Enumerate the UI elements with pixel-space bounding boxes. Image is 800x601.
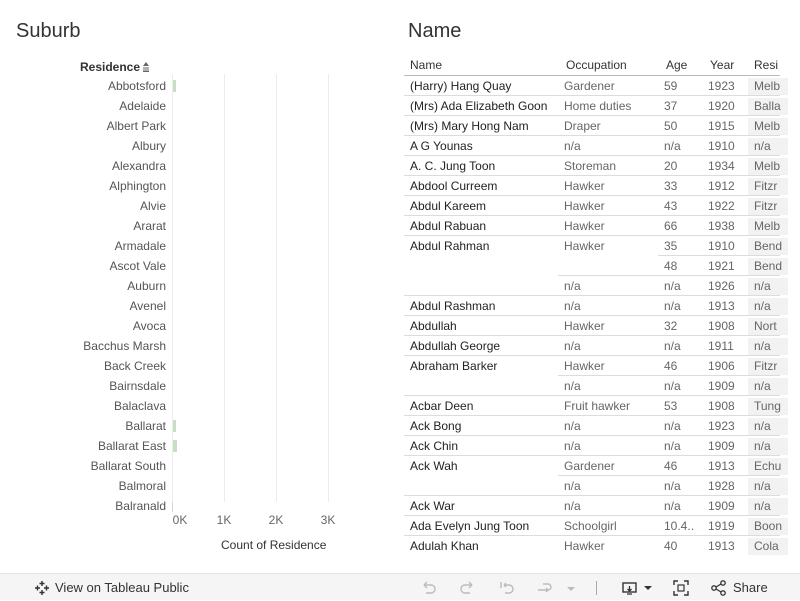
cell-occupation: n/a — [564, 279, 581, 293]
cell-name: Ack Wah — [410, 459, 458, 473]
cell-year: 1910 — [708, 239, 735, 253]
fullscreen-icon[interactable] — [672, 579, 690, 597]
name-table[interactable] — [404, 56, 783, 556]
cell-age: 43 — [664, 199, 678, 213]
cell-occupation: n/a — [564, 499, 581, 513]
cell-residence: Bend — [748, 238, 788, 255]
suburb-label[interactable]: Avenel — [129, 299, 166, 313]
cell-age: 50 — [664, 119, 678, 133]
suburb-label[interactable]: Alvie — [139, 199, 166, 213]
cell-year: 1909 — [708, 379, 735, 393]
cell-age: n/a — [664, 499, 681, 513]
x-tick-label: 3K — [320, 513, 336, 527]
cell-occupation: Hawker — [564, 219, 605, 233]
cell-year: 1919 — [708, 519, 735, 533]
cell-year: 1920 — [708, 99, 735, 113]
cell-year: 1910 — [708, 139, 735, 153]
cell-year: 1909 — [708, 439, 735, 453]
redo-icon[interactable] — [458, 579, 476, 597]
cell-name: Abdul Rashman — [410, 299, 496, 313]
cell-residence: Melb — [748, 78, 788, 95]
cell-year: 1938 — [708, 219, 735, 233]
share-icon[interactable] — [710, 579, 728, 597]
cell-name — [408, 276, 560, 296]
x-tick-label: 2K — [268, 513, 284, 527]
cell-occupation: Storeman — [564, 159, 617, 173]
cell-residence: n/a — [748, 438, 788, 455]
cell-occupation: n/a — [564, 479, 581, 493]
cell-year: 1915 — [708, 119, 735, 133]
cell-age: n/a — [664, 279, 681, 293]
cell-age: 66 — [664, 219, 678, 233]
suburb-label[interactable]: Balaclava — [113, 399, 166, 413]
cell-residence: Melb — [748, 218, 788, 235]
cell-occupation: Hawker — [564, 179, 605, 193]
cell-age: 46 — [664, 459, 678, 473]
residence-header-label: Residence — [80, 60, 141, 74]
download-icon[interactable] — [621, 579, 639, 597]
cell-name: Acbar Deen — [410, 399, 474, 413]
cell-age: n/a — [664, 479, 681, 493]
x-tick-label: 0K — [172, 513, 188, 527]
suburb-label[interactable]: Alphington — [109, 179, 166, 193]
download-chevron-icon[interactable] — [639, 579, 657, 597]
gridline — [172, 74, 173, 502]
suburb-label[interactable]: Ballarat South — [90, 459, 166, 473]
cell-residence: Balla — [748, 98, 788, 115]
cell-age: 35 — [664, 239, 678, 253]
cell-name: Ack War — [410, 499, 455, 513]
col-header-year[interactable]: Year — [710, 58, 735, 72]
cell-age: 20 — [664, 159, 678, 173]
cell-name: (Mrs) Ada Elizabeth Goon — [410, 99, 548, 113]
cell-name — [408, 476, 560, 496]
cell-occupation: Home duties — [564, 99, 632, 113]
cell-occupation: Gardener — [564, 459, 615, 473]
cell-residence: Boon — [748, 518, 788, 535]
cell-residence: n/a — [748, 498, 788, 515]
cell-residence: Fitzr — [748, 178, 788, 195]
suburb-label[interactable]: Abbotsford — [107, 79, 166, 93]
cell-year: 1911 — [708, 339, 734, 353]
cell-name: Abdul Rahman — [410, 239, 490, 253]
toolbar-separator — [596, 581, 597, 595]
cell-age: 59 — [664, 79, 678, 93]
cell-name — [408, 376, 560, 396]
cell-name: Abdool Curreem — [410, 179, 498, 193]
undo-icon[interactable] — [420, 579, 438, 597]
cell-occupation: n/a — [564, 299, 581, 313]
cell-name: Abdullah — [410, 319, 457, 333]
suburb-title: Suburb — [16, 20, 81, 42]
x-axis-title: Count of Residence — [221, 538, 327, 552]
cell-name: (Harry) Hang Quay — [410, 79, 512, 93]
cell-occupation: Fruit hawker — [564, 399, 631, 413]
sort-icon[interactable] — [142, 62, 150, 72]
suburb-label[interactable]: Adelaide — [119, 99, 166, 113]
cell-occupation: Schoolgirl — [564, 519, 617, 533]
cell-name: Abdul Rabuan — [410, 219, 487, 233]
cell-name — [408, 256, 560, 276]
cell-occupation — [562, 256, 660, 276]
cell-age: 53 — [664, 399, 678, 413]
cell-age: n/a — [664, 299, 681, 313]
cell-residence: n/a — [748, 298, 788, 315]
revert-icon[interactable] — [498, 579, 516, 597]
cell-name: A. C. Jung Toon — [410, 159, 496, 173]
tableau-toolbar — [0, 573, 800, 600]
cell-residence: Fitzr — [748, 358, 788, 375]
suburb-label[interactable]: Bacchus Marsh — [83, 339, 166, 353]
col-header-age[interactable]: Age — [666, 58, 688, 72]
cell-year: 1926 — [708, 279, 735, 293]
cell-name: Ada Evelyn Jung Toon — [410, 519, 530, 533]
cell-residence: Melb — [748, 118, 788, 135]
cell-age: 10.4.. — [664, 519, 695, 533]
suburb-label[interactable]: Back Creek — [103, 359, 166, 373]
cell-year: 1928 — [708, 479, 735, 493]
view-on-tableau-link[interactable]: View on Tableau Public — [55, 580, 189, 595]
cell-occupation: Draper — [564, 119, 601, 133]
cell-residence: n/a — [748, 418, 788, 435]
suburb-label[interactable]: Bairnsdale — [109, 379, 166, 393]
suburb-label[interactable]: Avoca — [132, 319, 166, 333]
cell-residence: Melb — [748, 158, 788, 175]
cell-age: 40 — [664, 539, 678, 553]
cell-occupation: n/a — [564, 139, 581, 153]
cell-residence: n/a — [748, 478, 788, 495]
cell-age: 33 — [664, 179, 678, 193]
cell-name: A G Younas — [410, 139, 473, 153]
cell-year: 1908 — [708, 319, 735, 333]
cell-age: n/a — [664, 439, 681, 453]
cell-residence: Echu — [748, 458, 788, 475]
cell-year: 1913 — [708, 299, 735, 313]
cell-year: 1913 — [708, 539, 735, 553]
cell-name: Abdullah George — [410, 339, 501, 353]
cell-residence: Fitzr — [748, 198, 788, 215]
cell-name: Ack Chin — [410, 439, 459, 453]
cell-name: Abdul Kareem — [410, 199, 487, 213]
suburb-label[interactable]: Ascot Vale — [109, 259, 166, 273]
cell-residence: n/a — [748, 338, 788, 355]
suburb-label[interactable]: Balmoral — [118, 479, 166, 493]
cell-year: 1922 — [708, 199, 735, 213]
cell-age: 46 — [664, 359, 678, 373]
cell-year: 1913 — [708, 459, 735, 473]
suburb-label[interactable]: Ballarat East — [97, 439, 166, 453]
cell-residence: n/a — [748, 378, 788, 395]
cell-age: n/a — [664, 379, 681, 393]
cell-year: 1923 — [708, 79, 735, 93]
cell-age: 37 — [664, 99, 678, 113]
suburb-label[interactable]: Balranald — [115, 499, 166, 513]
bars-viewport[interactable] — [0, 76, 380, 513]
cell-name: (Mrs) Mary Hong Nam — [410, 119, 529, 133]
cell-year: 1908 — [708, 399, 735, 413]
cell-occupation: Hawker — [564, 239, 605, 253]
suburb-bar-chart — [0, 56, 380, 556]
cell-occupation: Hawker — [564, 199, 605, 213]
cell-residence: Tung — [748, 398, 788, 415]
cell-residence: Bend — [748, 258, 788, 275]
cell-occupation: Hawker — [564, 359, 605, 373]
cell-occupation: n/a — [564, 379, 581, 393]
col-header-name[interactable]: Name — [410, 58, 443, 72]
col-header-occupation[interactable]: Occupation — [566, 58, 627, 72]
cell-age: n/a — [664, 339, 681, 353]
x-tick-label: 1K — [216, 513, 232, 527]
tableau-logo-icon[interactable] — [33, 579, 51, 597]
suburb-label[interactable]: Alexandra — [111, 159, 166, 173]
gridline — [328, 74, 329, 502]
cell-occupation: n/a — [564, 339, 581, 353]
cell-year: 1921 — [708, 259, 735, 273]
share-button[interactable]: Share — [733, 580, 768, 595]
col-header-residence[interactable]: Resi — [754, 58, 779, 72]
cell-occupation: Hawker — [564, 539, 605, 553]
cell-year: 1934 — [708, 159, 735, 173]
cell-occupation: Hawker — [564, 319, 605, 333]
suburb-label[interactable]: Albert Park — [106, 119, 166, 133]
cell-year: 1912 — [708, 179, 735, 193]
suburb-label[interactable]: Ararat — [133, 219, 166, 233]
pause-updates-icon[interactable] — [535, 579, 553, 597]
suburb-label[interactable]: Auburn — [127, 279, 166, 293]
name-title: Name — [408, 20, 462, 42]
chevron-down-icon[interactable] — [562, 579, 580, 597]
gridline — [224, 74, 225, 502]
cell-name: Abraham Barker — [410, 359, 498, 373]
cell-occupation: n/a — [564, 439, 581, 453]
cell-year: 1923 — [708, 419, 735, 433]
gridline — [276, 74, 277, 502]
cell-age: n/a — [664, 139, 681, 153]
cell-year: 1906 — [708, 359, 735, 373]
cell-name: Adulah Khan — [410, 539, 479, 553]
cell-year: 1909 — [708, 499, 735, 513]
cell-residence: Nort — [748, 318, 788, 335]
cell-residence: Cola — [748, 538, 788, 555]
cell-age: 48 — [664, 259, 678, 273]
cell-age: 32 — [664, 319, 678, 333]
cell-occupation: Gardener — [564, 79, 615, 93]
suburb-label[interactable]: Armadale — [114, 239, 166, 253]
residence-axis-header[interactable] — [80, 60, 150, 74]
suburb-label[interactable]: Albury — [131, 139, 166, 153]
cell-occupation: n/a — [564, 419, 581, 433]
cell-residence: n/a — [748, 278, 788, 295]
cell-residence: n/a — [748, 138, 788, 155]
cell-name: Ack Bong — [410, 419, 462, 433]
cell-age: n/a — [664, 419, 681, 433]
suburb-label[interactable]: Ballarat — [125, 419, 166, 433]
